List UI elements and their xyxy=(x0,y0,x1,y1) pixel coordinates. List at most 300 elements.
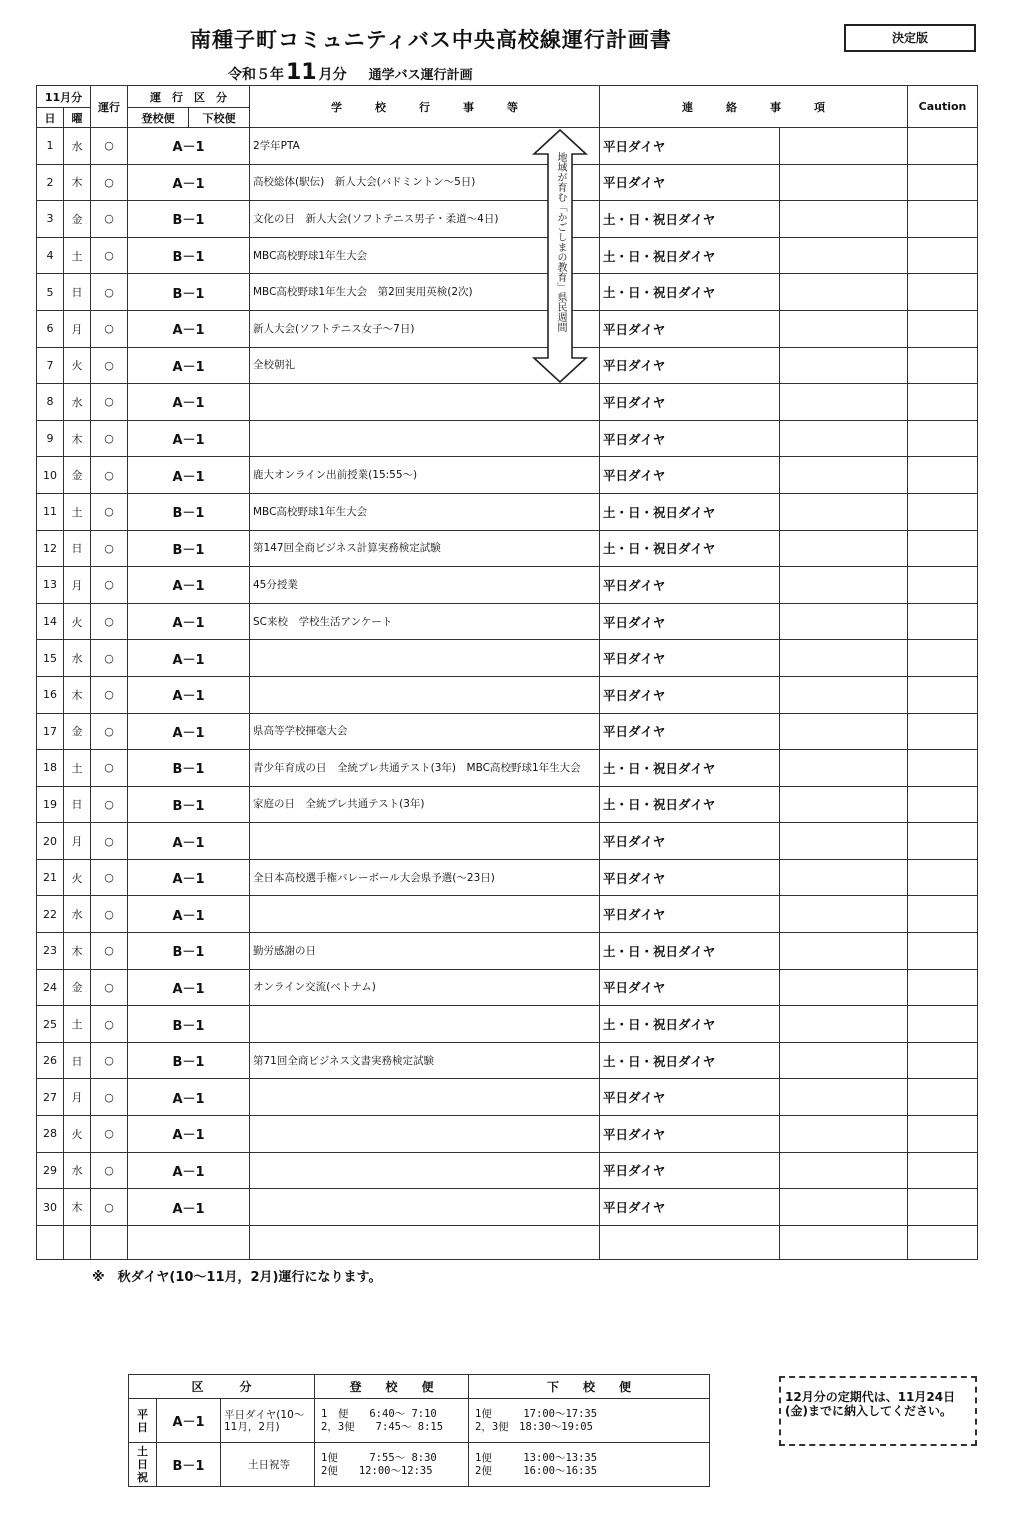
weekday-cell: 火 xyxy=(64,1116,91,1153)
header-month: 11月分 xyxy=(37,86,91,108)
contact-cell: 平日ダイヤ xyxy=(600,457,780,494)
to-school-service-cell: A－1 xyxy=(128,1189,250,1226)
contact-cell: 平日ダイヤ xyxy=(600,713,780,750)
caution-cell xyxy=(908,567,978,604)
table-body xyxy=(37,128,978,1260)
caution-cell xyxy=(908,164,978,201)
to-school-service-cell: A－1 xyxy=(128,420,250,457)
operation-cell: ○ xyxy=(91,859,128,896)
contact-cell: 平日ダイヤ xyxy=(600,384,780,421)
table-row-blank xyxy=(37,1225,978,1259)
contact-cell: 土・日・祝日ダイヤ xyxy=(600,786,780,823)
to-school-service-cell: A－1 xyxy=(128,310,250,347)
contact-extra-cell xyxy=(780,933,908,970)
weekday-cell: 日 xyxy=(64,530,91,567)
day-cell: 27 xyxy=(37,1079,64,1116)
table-row xyxy=(37,1189,978,1226)
caution-cell xyxy=(908,1189,978,1226)
day-cell: 24 xyxy=(37,969,64,1006)
day-cell: 29 xyxy=(37,1152,64,1189)
table-row xyxy=(37,786,978,823)
day-cell: 8 xyxy=(37,384,64,421)
table-row xyxy=(37,1042,978,1079)
weekday-cell: 木 xyxy=(64,933,91,970)
day-cell: 12 xyxy=(37,530,64,567)
operation-cell: ○ xyxy=(91,274,128,311)
weekday-cell: 月 xyxy=(64,823,91,860)
contact-extra-cell xyxy=(780,530,908,567)
operation-cell: ○ xyxy=(91,164,128,201)
contact-cell: 平日ダイヤ xyxy=(600,676,780,713)
weekday-cell: 木 xyxy=(64,1189,91,1226)
to-school-service-cell: B－1 xyxy=(128,750,250,787)
contact-extra-cell xyxy=(780,1152,908,1189)
day-cell: 23 xyxy=(37,933,64,970)
to-school-service-cell: A－1 xyxy=(128,164,250,201)
day-cell: 26 xyxy=(37,1042,64,1079)
page-subtitle xyxy=(228,60,473,85)
operation-cell: ○ xyxy=(91,603,128,640)
event-cell xyxy=(250,823,600,860)
contact-cell: 平日ダイヤ xyxy=(600,823,780,860)
day-cell: 1 xyxy=(37,128,64,165)
contact-cell: 土・日・祝日ダイヤ xyxy=(600,201,780,238)
table-row xyxy=(37,128,978,165)
blank-cell xyxy=(37,1225,64,1259)
header-caution: Caution xyxy=(908,86,978,128)
caution-cell xyxy=(908,274,978,311)
plan-subtitle: 通学バス運行計画 xyxy=(368,68,473,83)
contact-extra-cell xyxy=(780,420,908,457)
event-cell: MBC高校野球1年生大会 xyxy=(250,493,600,530)
legend-service-code: A－1 xyxy=(157,1399,221,1443)
operation-cell: ○ xyxy=(91,896,128,933)
contact-cell: 平日ダイヤ xyxy=(600,567,780,604)
contact-cell: 土・日・祝日ダイヤ xyxy=(600,933,780,970)
operation-cell: ○ xyxy=(91,1042,128,1079)
contact-cell: 平日ダイヤ xyxy=(600,969,780,1006)
operation-cell: ○ xyxy=(91,1152,128,1189)
to-school-service-cell: A－1 xyxy=(128,713,250,750)
contact-extra-cell xyxy=(780,164,908,201)
day-cell: 15 xyxy=(37,640,64,677)
contact-extra-cell xyxy=(780,676,908,713)
contact-extra-cell xyxy=(780,969,908,1006)
operation-cell: ○ xyxy=(91,493,128,530)
table-row xyxy=(37,859,978,896)
day-cell: 5 xyxy=(37,274,64,311)
day-cell: 28 xyxy=(37,1116,64,1153)
to-school-service-cell: B－1 xyxy=(128,786,250,823)
caution-cell xyxy=(908,1116,978,1153)
day-cell: 14 xyxy=(37,603,64,640)
contact-cell: 平日ダイヤ xyxy=(600,1079,780,1116)
table-row xyxy=(37,530,978,567)
operation-cell: ○ xyxy=(91,1189,128,1226)
table-row xyxy=(37,237,978,274)
weekday-cell: 金 xyxy=(64,713,91,750)
blank-cell xyxy=(600,1225,780,1259)
table-row xyxy=(37,1116,978,1153)
event-cell: 高校総体(駅伝) 新人大会(バドミントン～5日) xyxy=(250,164,600,201)
to-school-service-cell: B－1 xyxy=(128,933,250,970)
table-row xyxy=(37,201,978,238)
month-suffix: 月分 xyxy=(318,67,347,83)
operation-cell: ○ xyxy=(91,567,128,604)
page-title: 南種子町コミュニティバス中央高校線運行計画書 xyxy=(190,28,672,52)
contact-cell: 土・日・祝日ダイヤ xyxy=(600,274,780,311)
caution-cell xyxy=(908,237,978,274)
contact-cell: 平日ダイヤ xyxy=(600,1152,780,1189)
legend-row-weekday xyxy=(129,1399,710,1443)
caution-cell xyxy=(908,859,978,896)
weekday-cell: 日 xyxy=(64,786,91,823)
contact-extra-cell xyxy=(780,274,908,311)
header-from-school: 下校便 xyxy=(189,108,250,128)
weekday-cell: 火 xyxy=(64,859,91,896)
table-row xyxy=(37,493,978,530)
operation-cell: ○ xyxy=(91,640,128,677)
to-school-service-cell: A－1 xyxy=(128,347,250,384)
table-row xyxy=(37,603,978,640)
contact-extra-cell xyxy=(780,786,908,823)
day-cell: 16 xyxy=(37,676,64,713)
weekday-cell: 火 xyxy=(64,347,91,384)
caution-cell xyxy=(908,933,978,970)
caution-cell xyxy=(908,713,978,750)
weekday-cell: 土 xyxy=(64,750,91,787)
contact-extra-cell xyxy=(780,713,908,750)
weekday-cell: 日 xyxy=(64,274,91,311)
caution-cell xyxy=(908,786,978,823)
legend-header-from-school: 下 校 便 xyxy=(469,1375,710,1399)
event-cell: SC来校 学校生活アンケート xyxy=(250,603,600,640)
operation-cell: ○ xyxy=(91,201,128,238)
contact-cell: 平日ダイヤ xyxy=(600,640,780,677)
weekday-cell: 土 xyxy=(64,1006,91,1043)
caution-cell xyxy=(908,384,978,421)
contact-extra-cell xyxy=(780,859,908,896)
caution-cell xyxy=(908,310,978,347)
to-school-service-cell: A－1 xyxy=(128,1116,250,1153)
caution-cell xyxy=(908,1152,978,1189)
event-cell: 家庭の日 全統プレ共通テスト(3年) xyxy=(250,786,600,823)
contact-cell: 平日ダイヤ xyxy=(600,896,780,933)
contact-cell: 平日ダイヤ xyxy=(600,420,780,457)
weekday-cell: 金 xyxy=(64,969,91,1006)
day-cell: 30 xyxy=(37,1189,64,1226)
legend-service-code: B－1 xyxy=(157,1443,221,1487)
day-cell: 3 xyxy=(37,201,64,238)
to-school-service-cell: A－1 xyxy=(128,969,250,1006)
event-cell xyxy=(250,1189,600,1226)
table-row xyxy=(37,274,978,311)
operation-cell: ○ xyxy=(91,310,128,347)
operation-plan-table xyxy=(36,85,978,1260)
day-cell: 19 xyxy=(37,786,64,823)
table-row xyxy=(37,713,978,750)
contact-extra-cell xyxy=(780,567,908,604)
day-cell: 7 xyxy=(37,347,64,384)
weekday-cell: 火 xyxy=(64,603,91,640)
operation-cell: ○ xyxy=(91,530,128,567)
to-school-service-cell: A－1 xyxy=(128,676,250,713)
weekday-cell: 金 xyxy=(64,457,91,494)
event-cell: 勤労感謝の日 xyxy=(250,933,600,970)
operation-cell: ○ xyxy=(91,786,128,823)
event-cell: 2学年PTA xyxy=(250,128,600,165)
contact-extra-cell xyxy=(780,201,908,238)
legend-header-division: 区 分 xyxy=(129,1375,315,1399)
operation-cell: ○ xyxy=(91,1079,128,1116)
day-cell: 9 xyxy=(37,420,64,457)
day-cell: 10 xyxy=(37,457,64,494)
table-row xyxy=(37,347,978,384)
day-cell: 20 xyxy=(37,823,64,860)
contact-cell: 平日ダイヤ xyxy=(600,310,780,347)
to-school-service-cell: B－1 xyxy=(128,1042,250,1079)
table-row xyxy=(37,567,978,604)
event-cell xyxy=(250,1116,600,1153)
to-school-service-cell: A－1 xyxy=(128,1152,250,1189)
contact-extra-cell xyxy=(780,347,908,384)
legend-description: 平日ダイヤ(10～11月，2月) xyxy=(221,1399,315,1443)
contact-extra-cell xyxy=(780,1079,908,1116)
day-cell: 4 xyxy=(37,237,64,274)
contact-cell: 平日ダイヤ xyxy=(600,347,780,384)
day-cell: 21 xyxy=(37,859,64,896)
weekday-cell: 土 xyxy=(64,237,91,274)
event-cell xyxy=(250,420,600,457)
contact-cell: 平日ダイヤ xyxy=(600,1189,780,1226)
table-row xyxy=(37,933,978,970)
day-cell: 6 xyxy=(37,310,64,347)
legend-row-holiday xyxy=(129,1443,710,1487)
contact-cell: 土・日・祝日ダイヤ xyxy=(600,237,780,274)
table-row xyxy=(37,310,978,347)
caution-cell xyxy=(908,1042,978,1079)
table-row xyxy=(37,1006,978,1043)
weekday-cell: 日 xyxy=(64,1042,91,1079)
contact-cell: 平日ダイヤ xyxy=(600,128,780,165)
blank-cell xyxy=(91,1225,128,1259)
caution-cell xyxy=(908,347,978,384)
weekday-cell: 月 xyxy=(64,310,91,347)
to-school-service-cell: B－1 xyxy=(128,201,250,238)
operation-cell: ○ xyxy=(91,1006,128,1043)
contact-extra-cell xyxy=(780,1042,908,1079)
contact-cell: 平日ダイヤ xyxy=(600,1116,780,1153)
weekday-cell: 月 xyxy=(64,1079,91,1116)
contact-extra-cell xyxy=(780,750,908,787)
contact-cell: 土・日・祝日ダイヤ xyxy=(600,750,780,787)
event-cell: 第71回全商ビジネス文書実務検定試験 xyxy=(250,1042,600,1079)
to-school-service-cell: B－1 xyxy=(128,237,250,274)
event-cell: 45分授業 xyxy=(250,567,600,604)
event-cell xyxy=(250,384,600,421)
legend-from-school-times: 1便 13:00～13:35 2便 16:00～16:35 xyxy=(469,1443,710,1487)
blank-cell xyxy=(64,1225,91,1259)
header-division: 運 行 区 分 xyxy=(128,86,250,108)
blank-cell xyxy=(780,1225,908,1259)
legend-from-school-times: 1便 17:00～17:35 2，3便 18:30～19:05 xyxy=(469,1399,710,1443)
weekday-cell: 水 xyxy=(64,128,91,165)
caution-cell xyxy=(908,201,978,238)
contact-cell: 土・日・祝日ダイヤ xyxy=(600,1006,780,1043)
operation-cell: ○ xyxy=(91,969,128,1006)
day-cell: 2 xyxy=(37,164,64,201)
caution-cell xyxy=(908,128,978,165)
event-cell: 全日本高校選手権バレーボール大会県予選(～23日) xyxy=(250,859,600,896)
contact-cell: 平日ダイヤ xyxy=(600,164,780,201)
contact-extra-cell xyxy=(780,237,908,274)
day-cell: 13 xyxy=(37,567,64,604)
contact-extra-cell xyxy=(780,896,908,933)
event-cell xyxy=(250,896,600,933)
to-school-service-cell: A－1 xyxy=(128,823,250,860)
weekday-cell: 水 xyxy=(64,640,91,677)
operation-cell: ○ xyxy=(91,713,128,750)
legend-description: 土日祝等 xyxy=(221,1443,315,1487)
event-cell xyxy=(250,676,600,713)
event-cell: 青少年育成の日 全統プレ共通テスト(3年) MBC高校野球1年生大会 xyxy=(250,750,600,787)
operation-cell: ○ xyxy=(91,347,128,384)
to-school-service-cell: A－1 xyxy=(128,859,250,896)
table-row xyxy=(37,969,978,1006)
legend-kind: 土 日 祝 xyxy=(129,1443,157,1487)
table-row xyxy=(37,1152,978,1189)
era-year: 令和５年 xyxy=(228,67,284,83)
event-cell xyxy=(250,1006,600,1043)
weekday-cell: 水 xyxy=(64,1152,91,1189)
contact-extra-cell xyxy=(780,384,908,421)
event-cell: 文化の日 新人大会(ソフトテニス男子・柔道～4日) xyxy=(250,201,600,238)
weekday-cell: 金 xyxy=(64,201,91,238)
caution-cell xyxy=(908,457,978,494)
weekday-cell: 月 xyxy=(64,567,91,604)
to-school-service-cell: A－1 xyxy=(128,128,250,165)
event-cell: 県高等学校揮毫大会 xyxy=(250,713,600,750)
contact-cell: 平日ダイヤ xyxy=(600,859,780,896)
event-cell xyxy=(250,1079,600,1116)
caution-cell xyxy=(908,969,978,1006)
contact-extra-cell xyxy=(780,603,908,640)
day-cell: 18 xyxy=(37,750,64,787)
prefecture-week-annotation: 地域が育む「かごしまの教育」県民週間 xyxy=(555,152,566,332)
contact-extra-cell xyxy=(780,1006,908,1043)
operation-cell: ○ xyxy=(91,384,128,421)
weekday-cell: 木 xyxy=(64,676,91,713)
contact-cell: 土・日・祝日ダイヤ xyxy=(600,1042,780,1079)
weekday-cell: 土 xyxy=(64,493,91,530)
operation-cell: ○ xyxy=(91,420,128,457)
event-cell: 第147回全商ビジネス計算実務検定試験 xyxy=(250,530,600,567)
to-school-service-cell: A－1 xyxy=(128,567,250,604)
event-cell: 新人大会(ソフトテニス女子～7日) xyxy=(250,310,600,347)
table-row xyxy=(37,457,978,494)
contact-extra-cell xyxy=(780,457,908,494)
weekday-cell: 木 xyxy=(64,164,91,201)
blank-cell xyxy=(250,1225,600,1259)
table-row xyxy=(37,164,978,201)
header-weekday: 曜 xyxy=(64,108,91,128)
table-row xyxy=(37,676,978,713)
event-cell: 全校朝礼 xyxy=(250,347,600,384)
to-school-service-cell: A－1 xyxy=(128,1079,250,1116)
contact-cell: 土・日・祝日ダイヤ xyxy=(600,530,780,567)
table-row xyxy=(37,750,978,787)
day-cell: 25 xyxy=(37,1006,64,1043)
table-row xyxy=(37,384,978,421)
operation-cell: ○ xyxy=(91,128,128,165)
contact-extra-cell xyxy=(780,823,908,860)
caution-cell xyxy=(908,823,978,860)
table-row xyxy=(37,640,978,677)
caution-cell xyxy=(908,1006,978,1043)
to-school-service-cell: B－1 xyxy=(128,493,250,530)
contact-cell: 平日ダイヤ xyxy=(600,603,780,640)
to-school-service-cell: A－1 xyxy=(128,603,250,640)
to-school-service-cell: B－1 xyxy=(128,1006,250,1043)
day-cell: 17 xyxy=(37,713,64,750)
contact-extra-cell xyxy=(780,1189,908,1226)
weekday-cell: 木 xyxy=(64,420,91,457)
table-row xyxy=(37,1079,978,1116)
header-events: 学 校 行 事 等 xyxy=(250,86,600,128)
caution-cell xyxy=(908,603,978,640)
table-row xyxy=(37,896,978,933)
timetable-legend xyxy=(128,1374,710,1487)
to-school-service-cell: A－1 xyxy=(128,457,250,494)
operation-cell: ○ xyxy=(91,750,128,787)
operation-cell: ○ xyxy=(91,933,128,970)
header-contact: 連 絡 事 項 xyxy=(600,86,908,128)
weekday-cell: 水 xyxy=(64,896,91,933)
caution-cell xyxy=(908,640,978,677)
header-to-school: 登校便 xyxy=(128,108,189,128)
autumn-diagram-note: ※ 秋ダイヤ(10～11月，2月)運行になります。 xyxy=(92,1270,382,1285)
month-number: 11 xyxy=(286,60,317,85)
event-cell: MBC高校野球1年生大会 第2回実用英検(2次) xyxy=(250,274,600,311)
caution-cell xyxy=(908,1079,978,1116)
caution-cell xyxy=(908,530,978,567)
legend-to-school-times: 1 便 6:40～ 7:10 2，3便 7:45～ 8:15 xyxy=(315,1399,469,1443)
contact-extra-cell xyxy=(780,1116,908,1153)
operation-cell: ○ xyxy=(91,237,128,274)
header-operation: 運行 xyxy=(91,86,128,128)
blank-cell xyxy=(908,1225,978,1259)
event-cell: オンライン交流(ベトナム) xyxy=(250,969,600,1006)
header-day: 日 xyxy=(37,108,64,128)
caution-cell xyxy=(908,896,978,933)
event-cell: MBC高校野球1年生大会 xyxy=(250,237,600,274)
to-school-service-cell: B－1 xyxy=(128,530,250,567)
weekday-cell: 水 xyxy=(64,384,91,421)
table-row xyxy=(37,823,978,860)
legend-header-to-school: 登 校 便 xyxy=(315,1375,469,1399)
table-row xyxy=(37,420,978,457)
event-cell: 鹿大オンライン出前授業(15:55～) xyxy=(250,457,600,494)
contact-cell: 土・日・祝日ダイヤ xyxy=(600,493,780,530)
blank-cell xyxy=(128,1225,250,1259)
caution-cell xyxy=(908,676,978,713)
event-cell xyxy=(250,1152,600,1189)
to-school-service-cell: A－1 xyxy=(128,896,250,933)
legend-to-school-times: 1便 7:55～ 8:30 2便 12:00～12:35 xyxy=(315,1443,469,1487)
caution-cell xyxy=(908,493,978,530)
final-version-badge: 決定版 xyxy=(844,24,976,52)
operation-cell: ○ xyxy=(91,457,128,494)
